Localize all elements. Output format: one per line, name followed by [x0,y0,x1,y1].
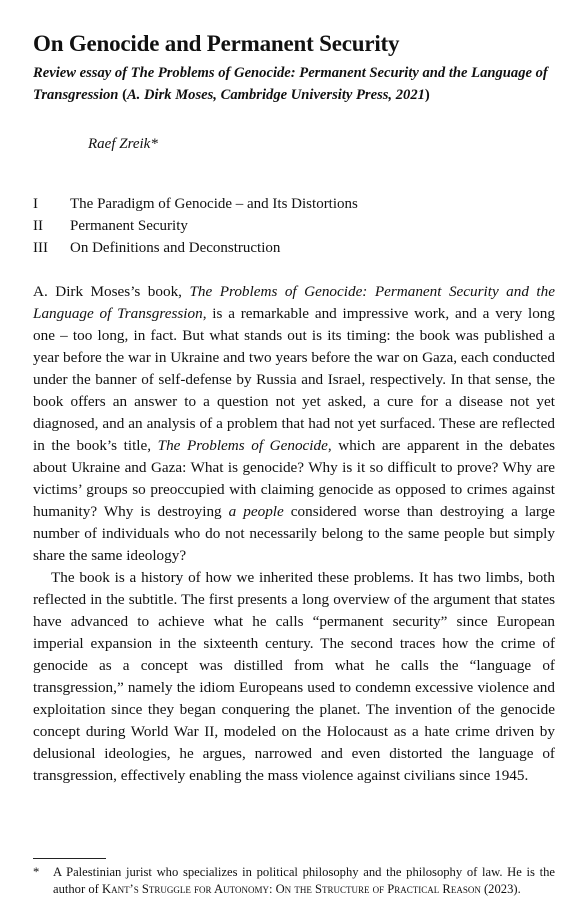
article [33,30,555,787]
footnote-text [53,864,555,898]
toc-number: I [33,196,38,212]
subtitle-prefix: Review essay of [33,65,131,81]
author-name: Raef Zreik* [88,136,158,152]
text-run: A. Dirk Moses’s book, [33,283,190,300]
text-run: , is a remarkable and impressive work, and a very long one – too long, in fact. But what stands out is its timing: the book was published a year before the war in Ukraine and two years before the war on Gaza, each conducted under the banner of self-defense by Russia and Israel, respectively. In that sense, the book offers an answer to a question not yet asked, a cure for a disease not yet diagnosed, and an analysis of a problem that had not yet surfaced. These are reflected in the book’s title, [33,305,555,454]
toc-number: III [33,240,48,256]
toc-label: The Paradigm of Genocide – and Its Distortions [70,196,358,212]
toc-number: II [33,218,43,234]
article-subtitle [33,62,555,106]
toc-label: Permanent Security [70,218,188,234]
toc-item[interactable] [33,237,555,259]
footnote-divider [33,858,106,859]
article-body [33,281,555,787]
body-paragraph [33,281,555,567]
subtitle-paren-open: ( [118,87,127,103]
footnote-book-title: Kant’s Struggle for Autonomy: On the Structure of Practical Reason [101,882,481,896]
text-run: , which are apparent in the debates about Ukraine and Gaza: What is genocide? Why is it so difficult to prove? Why are victims’ groups so preoccupied with claiming genocide as opposed to crimes against humanity? Why is destroying [33,437,555,520]
footnote-mark: * [33,865,40,879]
text-run: (2023). [480,882,521,896]
text-run: A Palestinian jurist who specializes in political philosophy and the philosophy of law. He is the author of [53,865,555,896]
subtitle-book-title: The Problems of Genocide: Permanent Security and the Language of Transgression [33,65,548,103]
body-paragraph: The book is a history of how we inherited these problems. It has two limbs, both reflected in the subtitle. The first presents a long overview of the argument that states have advanced to achieve what he calls “permanent security” since European imperial expansion in the sixteenth century. The second traces how the crime of genocide as a concept was distilled from what he calls the “language of transgression,” namely the idiom Europeans used to condemn excessive violence and exploitation since they began conquering the planet. The invention of the genocide concept during World War II, modeled on the Holocaust as a hate crime driven by delusional ideologies, he argues, narrowed and even distorted the language of transgression, effectively enabling the mass violence against civilians since 1945. [33,569,555,784]
toc-item[interactable] [33,193,555,215]
article-title: On Genocide and Permanent Security [33,31,400,56]
text-run: considered worse than destroying a large number of individuals who do not necessarily belong to the same people but simply share the same ideology? [33,503,555,564]
subtitle-paren-close: ) [424,87,430,103]
toc-label: On Definitions and Deconstruction [70,240,281,256]
table-of-contents [33,193,555,259]
emphasis-italic: a people [228,503,284,520]
footnote [33,864,555,898]
book-title-italic: The Problems of Genocide [157,437,328,454]
toc-item[interactable] [33,215,555,237]
book-title-italic: The Problems of Genocide: Permanent Security and the Language of Transgression [33,283,555,322]
subtitle-reference: A. Dirk Moses, Cambridge University Press, 2021 [126,87,425,103]
